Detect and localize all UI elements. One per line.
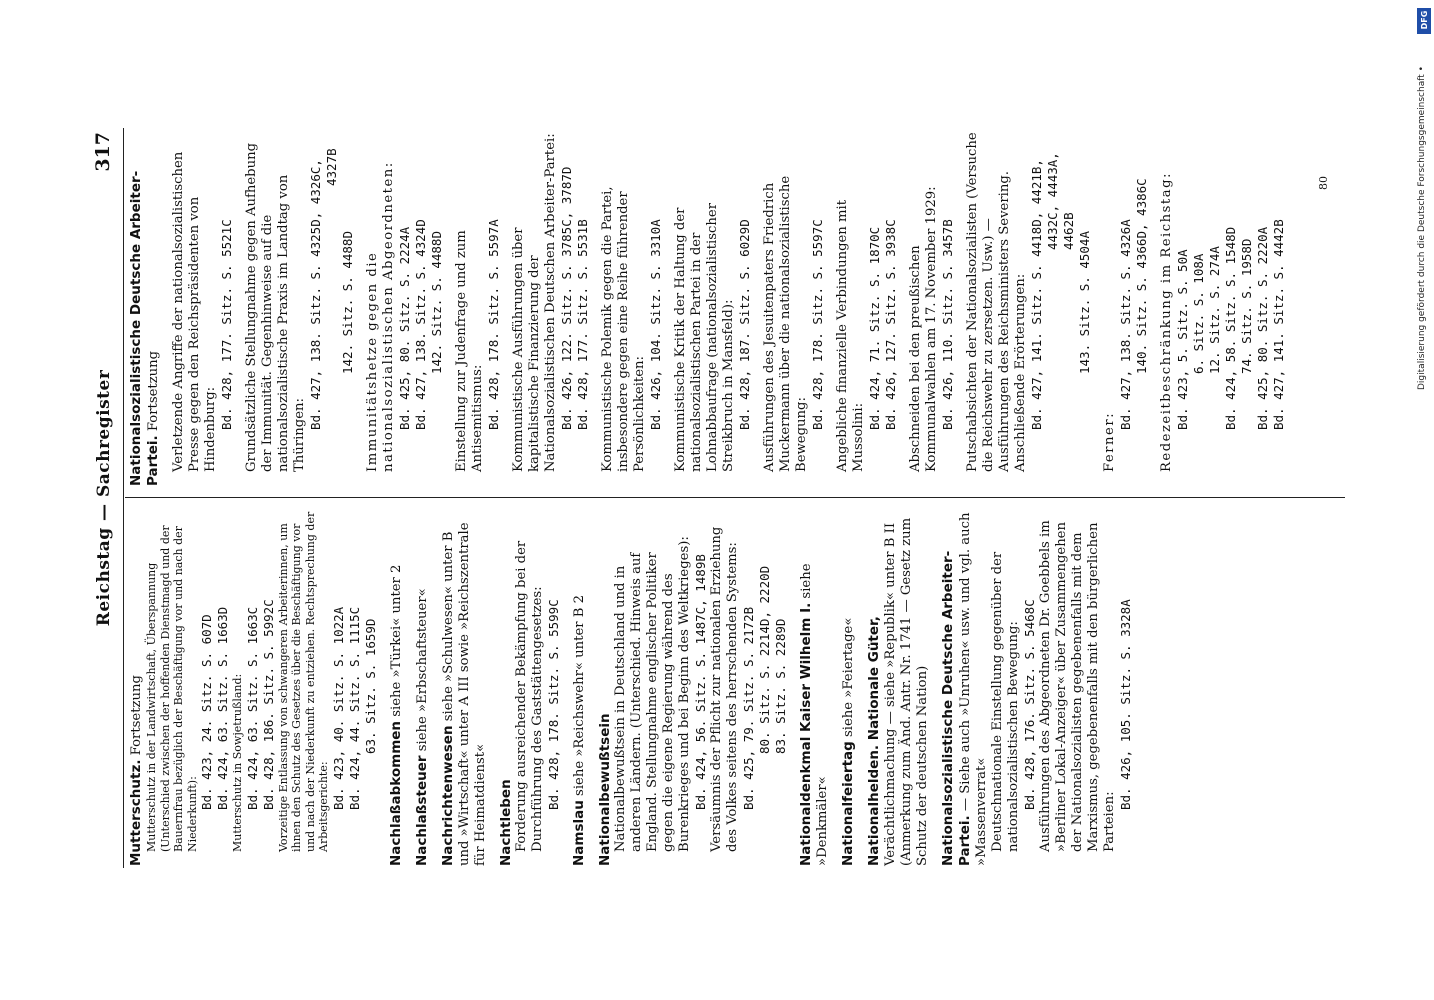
entry-heading: Nationalsozialistische Deutsche Arbeiter-Partei. <box>128 170 161 486</box>
entry-heading: Nationalsozialistische Deutsche Arbeiter-Partei. <box>939 550 973 866</box>
entry-reference: Bd. 428, 178. Sitz. S. 5597A <box>486 219 501 430</box>
entry-nachlassabkommen <box>388 511 405 866</box>
entry-reference: Bd. 423, 5. Sitz. S. 50A <box>1175 249 1190 430</box>
entry-text: Angebliche finanzielle Verbindungen mit Mussolini: <box>835 199 866 472</box>
subentry <box>454 131 502 486</box>
entry-reference: Bd. 426, 105. Sitz. S. 3328A <box>1117 599 1133 810</box>
entry-reference: 142. Sitz. S. 4488D <box>340 231 355 374</box>
entry-crossref: Verächtlichmachung — siehe »Republik« unter B II (Anmerkung zum Änd. Antr. Nr. 1741 — Gesetz zum Schutz der deutschen Nation) <box>882 517 930 866</box>
entry-reference: Bd. 427, 141. Sitz. S. 4418D, 4421B, <box>1029 159 1044 430</box>
entry-reference: Bd. 426, 127. Sitz. S. 3938C <box>883 219 898 430</box>
entry-reference: Bd. 427, 138. Sitz. S. 4324D <box>413 219 428 430</box>
entry-reference: 83. Sitz. S. 2289D <box>772 618 788 754</box>
entry-heading: Nationalhelden. Nationale Güter, <box>865 616 882 866</box>
entry-reference: Bd. 428, 178. Sitz. S. 5597C <box>810 219 825 430</box>
entry-reference: Bd. 423, 24. Sitz. S. 607D <box>199 614 214 810</box>
entry-text: Ferner: <box>1102 411 1117 472</box>
entry-text: Deutschnationale Einstellung gegenüber der nationalsozialistischen Bewegung: <box>989 551 1021 852</box>
entry-text: Kommunistische Ausführungen über kapitalistische Finanzierung der Nationalsozialistischen Deutschen Arbeiter-Partei: <box>511 133 558 472</box>
subentry <box>511 131 591 486</box>
entry-namslau <box>571 511 588 866</box>
entry-reference: Bd. 428, 177. Sitz. S. 5531B <box>575 219 590 430</box>
entry-heading: Nachlaßabkommen <box>387 720 404 866</box>
entry-nachrichtenwesen <box>440 511 489 866</box>
entry-heading: Nachrichtenwesen <box>439 725 456 866</box>
digitization-credit-text: Digitalisierung gefördert durch die Deutsche Forschungsgemeinschaft • <box>1417 66 1427 390</box>
entry-reference: Bd. 424, 63. Sitz. S. 1663D <box>215 606 230 810</box>
subentry <box>1102 131 1150 486</box>
entry-heading: Nationalfeiertag <box>839 741 856 866</box>
entry-text: Kommunistische Kritik der Haltung der nationalsozialistischen Partei in der Lohnabbaufrage (nationalsozialistischer Streikbruch in Mansfeld): <box>673 202 736 472</box>
entry-reference: Bd. 423, 40. Sitz. S. 1022A <box>330 606 346 810</box>
entry-crossref: siehe »Schulwesen« unter B und »Wirtschaft« unter A III sowie »Reichszentrale für Heimatdienst« <box>440 522 488 866</box>
entry-reference: Bd. 424, 58. Sitz. S. 1548D <box>1223 226 1238 430</box>
entry-text: Forderung ausreichender Bekämpfung bei der Durchführung des Gaststättengesetzes: <box>513 540 545 852</box>
entry-reference: 142. Sitz. S. 4488D <box>429 231 444 374</box>
subentry <box>1159 131 1287 486</box>
entry-reference: 4432C, 4443A, <box>1045 152 1060 250</box>
entry-reference: Bd. 428, 177. Sitz. S. 5521C <box>219 219 234 430</box>
entry-reference: Bd. 426, 110. Sitz. S. 3457B <box>940 219 955 430</box>
subentry <box>762 131 826 486</box>
entry-crossref: — Siehe auch »Unruhen« usw. und vgl. auch »Massenverrat« <box>957 512 989 866</box>
entry-reference: Bd. 428, 176. Sitz. S. 5468C <box>1021 599 1037 810</box>
entry-reference: Bd. 427, 138. Sitz. S. 4325D, 4326C, <box>308 159 323 430</box>
digitization-credit <box>1412 10 1428 390</box>
entry-reference: Bd. 426, 122. Sitz. S. 3785C, 3787D <box>559 166 574 430</box>
right-column <box>128 131 1296 486</box>
entry-text: Nationalbewußtsein in Deutschland und in anderen Ländern. (Unterschied. Hinweis auf England. Stellungnahme englischer Politiker gegen die eigene Regierung während des Burenkrieges und bei Beginn des Weltkrieges): <box>612 536 692 852</box>
entry-reference: Bd. 428, 186. Sitz. S. 5992C <box>260 599 276 810</box>
left-column <box>128 511 1143 866</box>
entry-reference: Bd. 424, 56. Sitz. S. 1487C, 1489B <box>692 554 708 810</box>
entry-reference: Bd. 428, 187. Sitz. S. 6029D <box>737 219 752 430</box>
page-number: 317 <box>92 132 114 172</box>
subentry <box>171 131 235 486</box>
entry-crossref: siehe »Türkei« unter 2 <box>388 564 404 717</box>
entry-nsdap <box>940 511 1134 866</box>
entry-subtext: Mutterschutz in Sowjetrußland: <box>231 673 244 852</box>
entry-reference: 4462B <box>1061 212 1076 250</box>
column-rule <box>125 497 1345 498</box>
entry-nationalbewusstsein <box>597 511 789 866</box>
entry-nachtleben <box>498 511 562 866</box>
entry-text: Kommunistische Polemik gegen die Partei, insbesondere gegen eine Reihe führender Persönlichkeiten: <box>600 186 647 472</box>
entry-reference: 140. Sitz. S. 4366D, 4386C <box>1134 178 1149 374</box>
entry-reference: Bd. 425, 80. Sitz. S. 2224A <box>397 226 412 430</box>
entry-heading: Nachtleben <box>497 779 514 866</box>
entry-reference: 6. Sitz. S. 108A <box>1191 253 1206 374</box>
running-head-title: Reichstag — Sachregister <box>94 369 114 627</box>
entry-text: Abschneiden bei den preußischen Kommunalwahlen am 17. November 1929: <box>908 186 939 472</box>
entry-reference: Bd. 426, 104. Sitz. S. 3310A <box>648 219 663 430</box>
entry-reference: Bd. 425, 79. Sitz. S. 2172B <box>740 606 756 810</box>
entry-reference: 12. Sitz. S. 274A <box>1207 246 1222 374</box>
entry-text: Redezeitbeschränkung im Reichstag: <box>1159 172 1174 472</box>
entry-text: Verletzende Angriffe der nationalsozialistischen Presse gegen den Reichspräsidenten von Hindenburg: <box>171 151 218 472</box>
entry-nationaldenkmal <box>798 511 831 866</box>
entry-reference: 4327B <box>324 148 339 186</box>
entry-text: Immunitätshetze gegen die nationalsozialistischen Abgeordneten: <box>365 161 396 472</box>
subentry <box>965 131 1093 486</box>
entry-nsdap-continued <box>128 131 162 486</box>
entry-crossref: siehe »Erbschaftsteuer« <box>414 588 430 752</box>
margin-number: 80 <box>1317 176 1330 190</box>
entry-heading: Nationalbewußtsein <box>596 713 613 866</box>
entry-reference: Bd. 428, 178. Sitz. S. 5599C <box>545 599 561 810</box>
entry-mutterschutz <box>128 511 379 866</box>
entry-text: Ausführungen des Jesuitenpaters Friedrich Muckermann über die nationalsozialistische Bewegung: <box>762 175 809 472</box>
entry-text: Grundsätzliche Stellungnahme gegen Aufhebung der Immunität. Gegenhinweise auf die nationalsozialistische Praxis im Landtag von Thüringen: <box>244 142 307 472</box>
entry-continuation: Fortsetzung <box>129 675 144 756</box>
entry-nachlasssteuer <box>414 511 431 866</box>
entry-crossref: siehe »Denkmäler« <box>798 563 830 866</box>
entry-reference: 74. Sitz. S. 1958D <box>1239 238 1254 374</box>
head-rule <box>123 128 124 868</box>
subentry <box>600 131 664 486</box>
dfg-logo <box>1417 8 1431 34</box>
entry-reference: 80. Sitz. S. 2214D, 2220D <box>756 565 772 754</box>
entry-reference: Bd. 425, 80. Sitz. S. 2220A <box>1255 226 1270 430</box>
entry-heading: Namslau <box>570 800 587 866</box>
entry-subtext: Vorzeitige Entlassung von schwangeren Arbeiterinnen, um ihnen den Schutz des Gesetzes über die Beschäftigung vor und nach der Niederkunft zu entziehen. Rechtsprechung der Arbeitsgerichte: <box>276 511 330 852</box>
subentry <box>908 131 956 486</box>
entry-text: Einstellung zur Judenfrage und zum Antisemitismus: <box>454 230 485 472</box>
entry-text: Ausführungen des Abgeordneten Dr. Goebbels im »Berliner Lokal-Anzeiger« über Zusammengehen der Nationalsozialisten gegebenenfalls mit dem Marxismus, gegebenenfalls mit den bürgerlichen Parteien: <box>1037 520 1117 852</box>
entry-reference: Bd. 424, 63. Sitz. S. 1663C <box>244 606 260 810</box>
entry-reference: 63. Sitz. S. 1659D <box>362 618 378 754</box>
rotated-page <box>90 118 1390 898</box>
entry-text: Putschabsichten der Nationalsozialisten (Versuche die Reichswehr zu zersetzen. Usw.) — Ausführungen des Reichsministers Severing. Anschließende Erörterungen: <box>965 132 1028 472</box>
entry-crossref: siehe »Feiertage« <box>840 617 856 737</box>
entry-reference: Bd. 427, 141. Sitz. S. 4442B <box>1271 219 1286 430</box>
subentry <box>673 131 753 486</box>
entry-reference: Bd. 424, 44. Sitz. S. 1115C <box>346 606 362 810</box>
entry-subtext: Mutterschutz in der Landwirtschaft, Überspannung (Unterschied zwischen der hoffenden Dienstmagd und der Bauernfrau bezüglich der Beschäftigung vor und nach der Niederkunft): <box>145 525 199 852</box>
running-head <box>90 128 120 868</box>
entry-nationalhelden <box>866 511 931 866</box>
entry-text: Versäumnis der Pflicht zur nationalen Erziehung des Volkes seitens des herrschenden Systems: <box>708 526 740 852</box>
entry-reference: Bd. 424, 71. Sitz. S. 1870C <box>867 226 882 430</box>
entry-reference: 143. Sitz. S. 4504A <box>1077 231 1092 374</box>
subentry <box>365 131 445 486</box>
subentry <box>835 131 899 486</box>
entry-continuation: Fortsetzung <box>146 350 161 432</box>
entry-reference: Bd. 427, 138. Sitz. S. 4326A <box>1118 219 1133 430</box>
entry-heading: Nationaldenkmal Kaiser Wilhelm I. <box>797 602 814 866</box>
entry-heading: Nachlaßsteuer <box>413 755 430 866</box>
dfg-logo-text: DFG <box>1420 10 1429 30</box>
subentry <box>244 131 356 486</box>
entry-crossref: siehe »Reichswehr« unter B 2 <box>571 594 587 796</box>
entry-heading: Mutterschutz. <box>128 759 144 866</box>
entry-nationalfeiertag <box>840 511 857 866</box>
